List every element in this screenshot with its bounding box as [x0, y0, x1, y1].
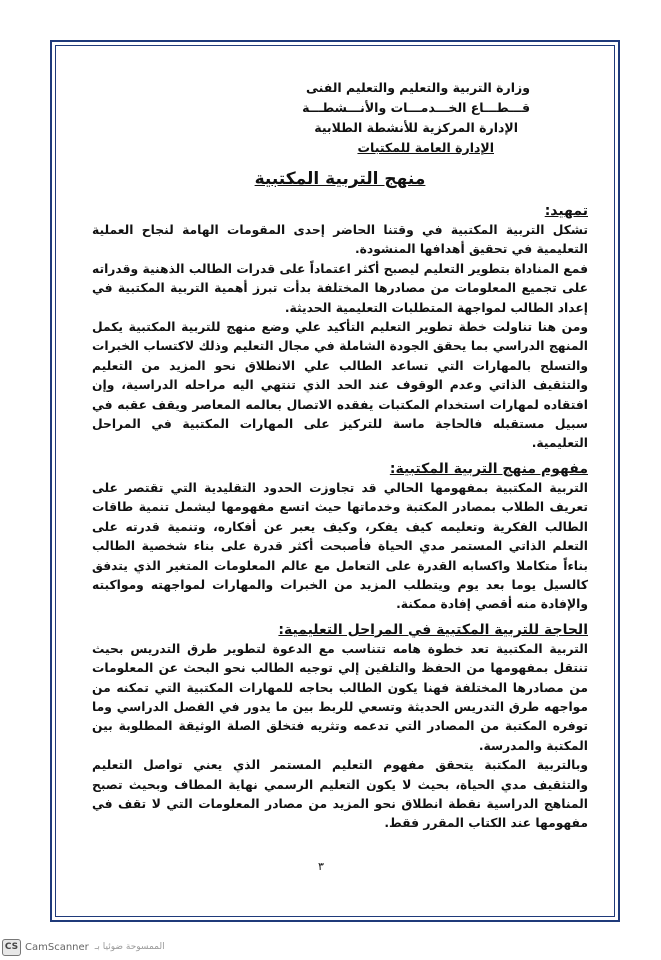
ministry-name: وزارة التربية والتعليم والتعليم الفنى: [305, 80, 530, 95]
scanner-watermark: [2, 938, 165, 956]
document-title: منهج التربية المكتبية: [254, 169, 426, 189]
document-header: [92, 56, 588, 168]
paragraph: التربية المكتبية تعد خطوة هامه تتناسب مع الدعوة لتطوير طرق التدريس بحيث تنتقل بمفهومها من الحفظ والتلقين إلي توجيه الطالب نحو البحث عن المعلومات من مصادرها المختلفة فهنا يكون الطالب بحاجه للمهارات المكتبية التي تمكنه من مواجهه طرق التدريس الحديثة وتسعي للربط بين ما يدور في الفصل الدراسي وما توفره المكتبة من المصادر التي تدعمه وتثريه فتخلق الصلة الوثيقة المطلوبة بين المكتبة والمدرسة.: [92, 641, 588, 753]
section-introduction: [92, 202, 588, 454]
paragraph: وبالتربية المكتبة يتحقق مفهوم التعليم المستمر الذي يعني تواصل التعليم والتثقيف مدي الحياة، بحيث لا يكون التعليم الرسمي نهاية المطاف وبحيث تصبح المناهج الدراسية نقطة انطلاق نحو المزيد من مصادر المعلومات التي لا تقف في مفهومها عند الكتاب المقرر فقط.: [92, 758, 588, 831]
camscanner-logo-icon: CS: [2, 939, 21, 956]
central-administration-name: الإدارة المركزية للأنشطة الطلابية: [314, 120, 518, 135]
paragraph: فمع المناداة بتطوير التعليم ليصبح أكثر اعتماداً على قدرات الطالب الذهنية وقدراته على تجميع المعلومات من مصادرها المختلفة بدأت تبرز أهمية التربية المكتبية في إعداد الطالب لمواجهة المتطلبات التعليمية الحديثة.: [92, 261, 588, 315]
section-concept: [92, 460, 588, 615]
page-number: ٣: [318, 860, 324, 873]
section-need: [92, 621, 588, 834]
paragraph: التربية المكتبية بمفهومها الحالي قد تجاوزت الحدود التقليدية التي تقتصر على تعريف الطلاب بمصادر المكتبة وخدماتها حيث اتسع مفهومها ليشمل تنمية طاقات الطالب الفكرية وتعليمه كيف يفكر، وكيف يعبر عن أفكاره، وتنمية قدرته على التعلم الذاتي المستمر مدي الحياة فأصبحت أكثر قدرة على بناء شخصية الطالب بناءاً متكاملا واكسابه القدرة على التعامل مع عالم المعلومات المتغير الذي يتدفق كالسيل يوما بعد يوم ويتطلب المزيد من الخبرات والمهارات لمواجهته ومواكبته والإفادة منه أقصي إفادة ممكنة.: [92, 480, 588, 612]
scanned-by-label: الممسوحة ضوئيا بـ: [94, 942, 165, 952]
paragraph: ومن هنا تناولت خطة تطوير التعليم التأكيد علي وضع منهج للتربية المكتبية يكمل المنهج الدراسي بما يحقق الجودة الشاملة في مجال التعليم وذلك لاكتساب الخبرات والتسلح بالمهارات التي تساعد الطالب علي الانطلاق نحو المزيد من التعليم والتثقيف الذاتي وعدم الوقوف عند الحد الذي تنتهي اليه مراحله الدراسية، وإن افتقاده لمهارات استخدام المكتبات يفقده الاتصال بعالمه المعاصر ويقف عقبه في سبيل مستقبله فالحاجة ماسة للتركيز على المهارات المكتبية في المراحل التعليمية.: [92, 320, 588, 451]
paragraph: تشكل التربية المكتبية في وقتنا الحاضر إحدى المقومات الهامة لنجاح العملية التعليمية في تحقيق أهدافها المنشودة.: [92, 223, 588, 257]
section-heading: مفهوم منهج التربية المكتبية:: [389, 460, 588, 477]
document-content: [92, 56, 588, 834]
sector-name: قـــطـــاع الخـــدمـــات والأنـــشطـــة: [302, 100, 530, 115]
camscanner-label: CamScanner: [25, 941, 89, 953]
general-administration-name: الإدارة العامة للمكتبات: [357, 140, 494, 155]
section-heading: تمهيد:: [544, 203, 588, 219]
section-heading: الحاجة للتربية المكتبية في المراحل التعليمية:: [278, 621, 588, 638]
